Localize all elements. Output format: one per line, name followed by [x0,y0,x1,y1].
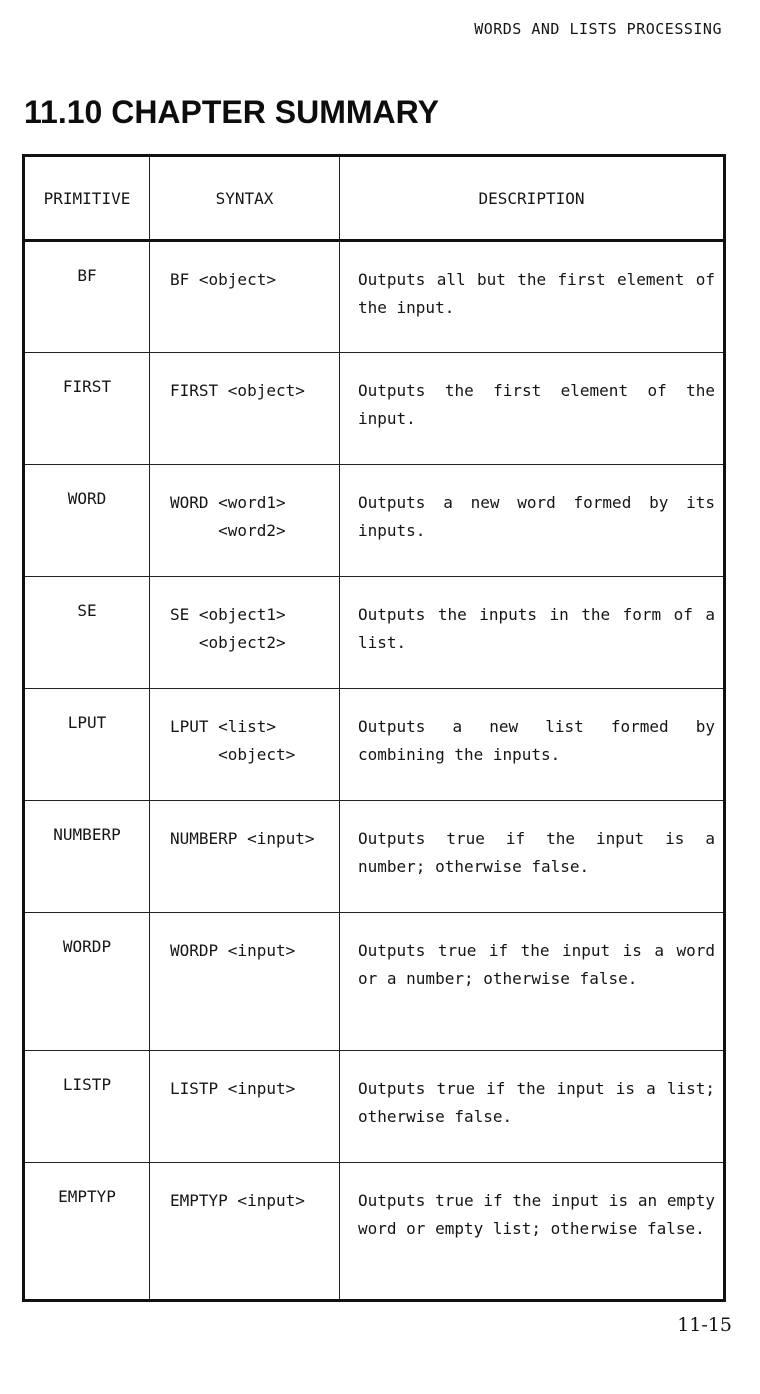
syntax-cell: BF <object> [150,241,340,353]
running-head: WORDS AND LISTS PROCESSING [474,20,722,38]
description-cell: Outputs all but the first element of the input. [340,241,725,353]
summary-table [22,154,726,1302]
table-row [24,353,725,465]
syntax-cell: LISTP <input> [150,1051,340,1163]
table-row [24,689,725,801]
primitive-cell: NUMBERP [24,801,150,913]
description-cell: Outputs the first element of the input. [340,353,725,465]
syntax-cell: EMPTYP <input> [150,1163,340,1301]
primitive-cell: FIRST [24,353,150,465]
primitive-cell: WORD [24,465,150,577]
table-row [24,1163,725,1301]
syntax-cell: NUMBERP <input> [150,801,340,913]
chapter-title: 11.10 CHAPTER SUMMARY [24,94,439,130]
header-row [24,156,725,241]
syntax-cell: WORD <word1> <word2> [150,465,340,577]
table-row [24,465,725,577]
description-cell: Outputs true if the input is a list; otherwise false. [340,1051,725,1163]
description-cell: Outputs true if the input is a number; otherwise false. [340,801,725,913]
table-row [24,241,725,353]
syntax-cell: WORDP <input> [150,913,340,1051]
table-row [24,577,725,689]
header-syntax: SYNTAX [150,156,340,241]
description-cell: Outputs true if the input is a word or a number; otherwise false. [340,913,725,1051]
table-row [24,1051,725,1163]
primitive-cell: EMPTYP [24,1163,150,1301]
header-description: DESCRIPTION [340,156,725,241]
primitive-cell: LPUT [24,689,150,801]
syntax-cell: LPUT <list> <object> [150,689,340,801]
syntax-cell: FIRST <object> [150,353,340,465]
primitive-cell: BF [24,241,150,353]
description-cell: Outputs true if the input is an empty word or empty list; otherwise false. [340,1163,725,1301]
table-row [24,801,725,913]
table-row [24,913,725,1051]
page-number: 11-15 [677,1314,732,1336]
primitive-cell: WORDP [24,913,150,1051]
header-primitive: PRIMITIVE [24,156,150,241]
description-cell: Outputs the inputs in the form of a list. [340,577,725,689]
primitive-cell: SE [24,577,150,689]
primitive-cell: LISTP [24,1051,150,1163]
description-cell: Outputs a new list formed by combining the inputs. [340,689,725,801]
syntax-cell: SE <object1> <object2> [150,577,340,689]
description-cell: Outputs a new word formed by its inputs. [340,465,725,577]
